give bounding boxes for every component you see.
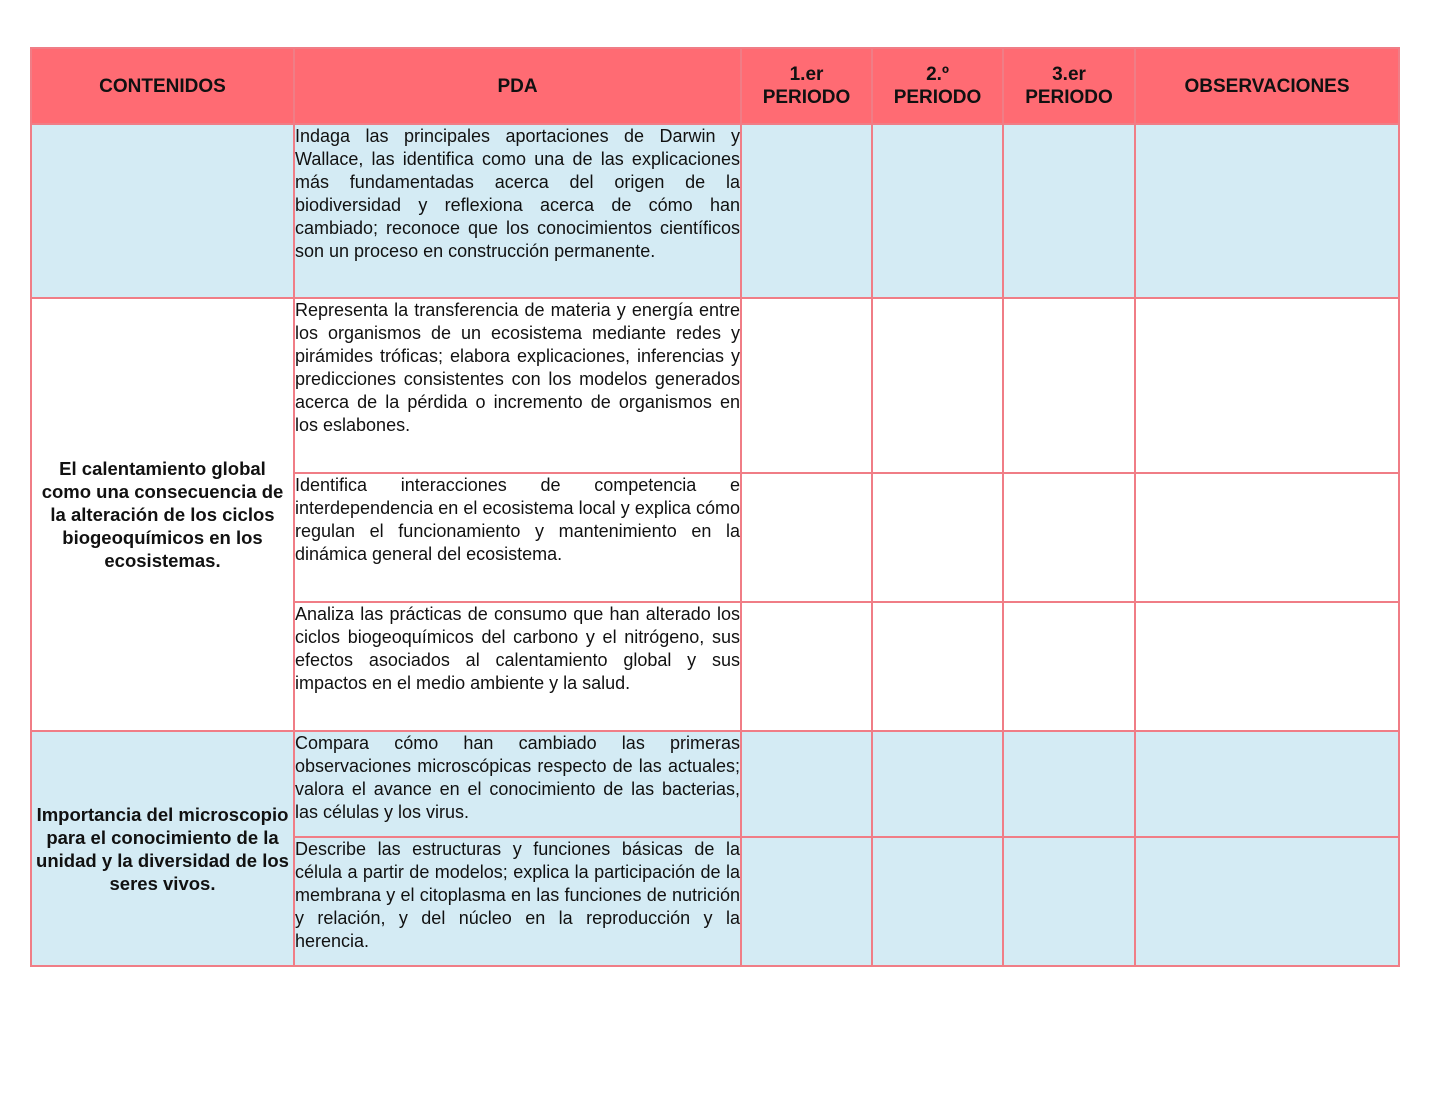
periodo-3-cell[interactable] <box>1003 602 1135 731</box>
pda-cell: Analiza las prácticas de consumo que han alterado los ciclos biogeoquímicos del carbono y el nitrógeno, sus efectos asociados al calentamiento global y sus impactos en el medio ambiente y la salud. <box>294 602 741 731</box>
header-periodo-3 <box>1003 48 1135 124</box>
table-row <box>31 124 1399 298</box>
contenido-cell: El calentamiento global como una consecuencia de la alteración de los ciclos biogeoquímicos en los ecosistemas. <box>31 298 294 731</box>
header-periodo-3-ordinal: 3.er <box>1052 64 1086 85</box>
observaciones-cell[interactable] <box>1135 124 1399 298</box>
periodo-1-cell[interactable] <box>741 837 872 966</box>
periodo-3-cell[interactable] <box>1003 731 1135 837</box>
periodo-3-cell[interactable] <box>1003 298 1135 473</box>
periodo-1-cell[interactable] <box>741 124 872 298</box>
header-periodo-3-label: PERIODO <box>1025 87 1113 108</box>
header-periodo-2-label: PERIODO <box>893 87 982 108</box>
periodo-2-cell[interactable] <box>872 731 1003 837</box>
periodo-3-cell[interactable] <box>1003 837 1135 966</box>
periodo-1-cell[interactable] <box>741 473 872 602</box>
planning-table <box>30 47 1400 967</box>
pda-cell: Compara cómo han cambiado las primeras observaciones microscópicas respecto de las actuales; valora el avance en el conocimiento de las bacterias, las células y los virus. <box>294 731 741 837</box>
periodo-1-cell[interactable] <box>741 731 872 837</box>
header-row <box>31 48 1399 124</box>
header-periodo-1-ordinal: 1.er <box>789 64 824 85</box>
header-periodo-2-ordinal: 2.º <box>926 64 949 85</box>
pda-cell: Indaga las principales aportaciones de Darwin y Wallace, las identifica como una de las explicaciones más fundamentadas acerca del origen de la biodiversidad y reflexiona acerca de cómo han cambiado; reconoce que los conocimientos científicos son un proceso en construcción permanente. <box>294 124 741 298</box>
pda-cell: Describe las estructuras y funciones básicas de la célula a partir de modelos; explica la participación de la membrana y el citoplasma en las funciones de nutrición y relación, y del núcleo en la reproducción y la herencia. <box>294 837 741 966</box>
periodo-2-cell[interactable] <box>872 473 1003 602</box>
table-row <box>31 298 1399 473</box>
header-periodo-1 <box>741 48 872 124</box>
periodo-1-cell[interactable] <box>741 602 872 731</box>
header-periodo-2 <box>872 48 1003 124</box>
periodo-2-cell[interactable] <box>872 124 1003 298</box>
observaciones-cell[interactable] <box>1135 602 1399 731</box>
periodo-1-cell[interactable] <box>741 298 872 473</box>
periodo-2-cell[interactable] <box>872 298 1003 473</box>
periodo-3-cell[interactable] <box>1003 473 1135 602</box>
table-row <box>31 731 1399 837</box>
periodo-2-cell[interactable] <box>872 837 1003 966</box>
pda-cell: Representa la transferencia de materia y energía entre los organismos de un ecosistema mediante redes y pirámides tróficas; elabora explicaciones, inferencias y predicciones consistentes con los modelos generados acerca de la pérdida o incremento de organismos en los eslabones. <box>294 298 741 473</box>
periodo-2-cell[interactable] <box>872 602 1003 731</box>
header-observaciones: OBSERVACIONES <box>1135 48 1399 124</box>
observaciones-cell[interactable] <box>1135 731 1399 837</box>
periodo-3-cell[interactable] <box>1003 124 1135 298</box>
observaciones-cell[interactable] <box>1135 837 1399 966</box>
pda-cell: Identifica interacciones de competencia e interdependencia en el ecosistema local y explica cómo regulan el funcionamiento y mantenimiento en la dinámica general del ecosistema. <box>294 473 741 602</box>
contenido-cell <box>31 124 294 298</box>
observaciones-cell[interactable] <box>1135 473 1399 602</box>
header-contenidos: CONTENIDOS <box>31 48 294 124</box>
header-periodo-1-label: PERIODO <box>762 87 851 108</box>
header-pda: PDA <box>294 48 741 124</box>
observaciones-cell[interactable] <box>1135 298 1399 473</box>
contenido-cell: Importancia del microscopio para el conocimiento de la unidad y la diversidad de los seres vivos. <box>31 731 294 966</box>
